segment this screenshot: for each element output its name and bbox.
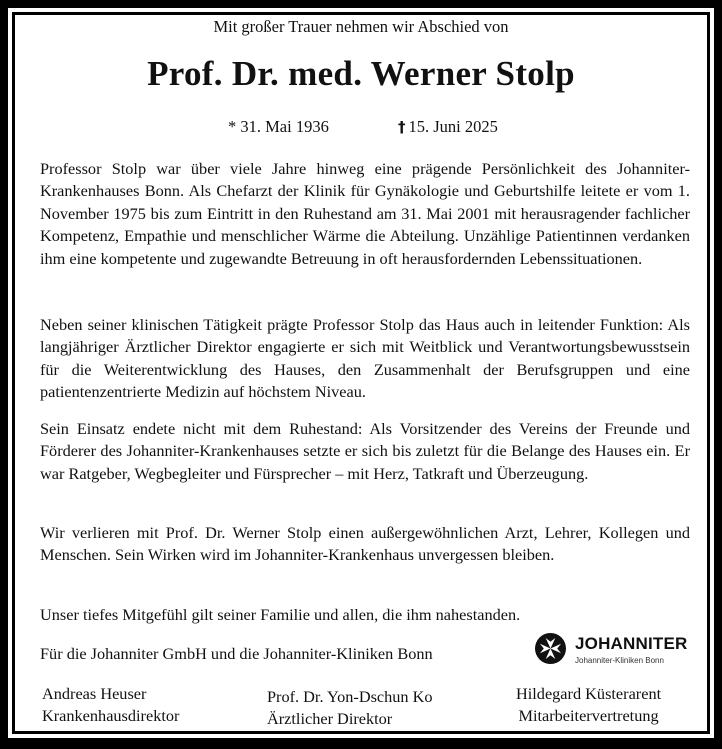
deceased-name: Prof. Dr. med. Werner Stolp (147, 54, 575, 93)
signature-medical-director (267, 686, 433, 730)
kicker-line: Mit großer Trauer nehmen wir Abschied von (213, 17, 509, 36)
signature-staff-council (516, 683, 661, 727)
signatory-name: Prof. Dr. Yon-Dschun Ko (267, 687, 433, 706)
signature-hospital-director (42, 683, 179, 727)
signatory-title: Ärztlicher Direktor (267, 709, 393, 728)
on-behalf-line: Für die Johanniter GmbH und die Johanniter-Kliniken Bonn (40, 644, 433, 663)
signatory-name: Hildegard Küsterarent (516, 684, 662, 703)
birth-date: * 31. Mai 1936 (228, 117, 329, 136)
signatory-title: Mitarbeitervertretung (518, 706, 659, 725)
logo-wordmark: JOHANNITER (575, 634, 688, 653)
logo-subline: Johanniter-Kliniken Bonn (575, 656, 664, 665)
death-date: 15. Juni 2025 (408, 117, 498, 136)
paragraph-career: Professor Stolp war über viele Jahre hinweg eine prägende Persönlichkeit des Johanniter-Krankenhauses Bonn. Als Chefarzt der Klinik für Gynäkologie und Geburtshilfe leitete er vom 1. November 1975 bis zum Eintritt in den Ruhestand am 31. Mai 2001 mit herausragender fachlicher Kompetenz, Empathie und menschlicher Wärme die Abteilung. Unzählige Patientinnen verdanken ihm eine kompetente und zugewandte Betreuung in oft herausfordernden Lebenssituationen. (40, 159, 690, 268)
signatory-name: Andreas Heuser (42, 684, 147, 703)
paragraph-engagement: Sein Einsatz endete nicht mit dem Ruhestand: Als Vorsitzender des Vereins der Freunde und Förderer des Johanniter-Krankenhauses setzte er sich bis zuletzt für die Belange des Hauses ein. Er war Ratgeber, Wegbegleiter und Fürsprecher – mit Herz, Tatkraft und Überzeugung. (40, 419, 690, 483)
paragraph-leadership: Neben seiner klinischen Tätigkeit prägte Professor Stolp das Haus auch in leitender Funktion: Als langjähriger Ärztlicher Direktor engagierte er sich mit Weitblick und Verantwortungsbewusstsein für die Weiterentwicklung des Hauses, den Zusammenhalt der Berufsgruppen und eine patientenzentrierte Medizin auf höchstem Niveau. (40, 315, 690, 402)
johanniter-logo (535, 633, 705, 671)
death-date-group (398, 117, 498, 137)
dagger-icon: † (398, 118, 406, 136)
paragraph-condolences: Unser tiefes Mitgefühl gilt seiner Familie und allen, die ihm nahestanden. (40, 605, 521, 624)
signatory-title: Krankenhausdirektor (42, 706, 180, 725)
maltese-cross-icon (535, 633, 566, 664)
paragraph-loss: Wir verlieren mit Prof. Dr. Werner Stolp einen außergewöhnlichen Arzt, Lehrer, Kollegen und Menschen. Sein Wirken wird im Johanniter-Krankenhaus unvergessen bleiben. (40, 523, 690, 565)
